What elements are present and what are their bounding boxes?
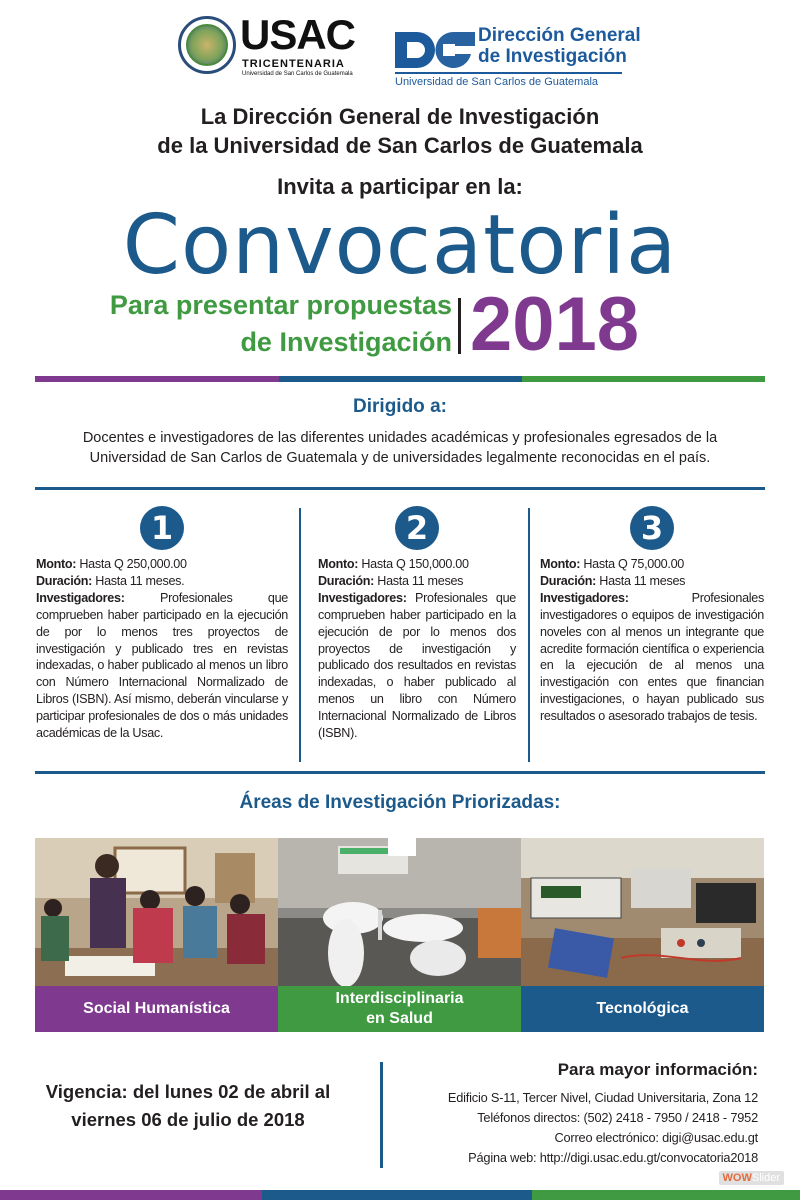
monto-label: Monto: — [540, 557, 581, 571]
usac-tricentenaria: TRICENTENARIA — [242, 58, 345, 70]
header-logos — [0, 11, 800, 88]
dg-university-name: Universidad de San Carlos de Guatemala — [395, 76, 599, 88]
monto-value: Hasta Q 150,000.00 — [358, 557, 469, 571]
area-salud — [278, 986, 521, 1032]
title-divider — [458, 298, 461, 354]
bottom-bar-green — [532, 1190, 800, 1200]
usac-seal-icon — [178, 16, 236, 74]
info-address: Edificio S-11, Tercer Nivel, Ciudad Universitaria, Zona 12 — [447, 1090, 758, 1105]
area-label: Social Humanística — [83, 1000, 230, 1017]
bottom-bar-purple — [0, 1190, 262, 1200]
dg-divider — [395, 72, 622, 74]
convocatoria-title: Convocatoria — [122, 198, 678, 293]
photo-social — [35, 838, 278, 986]
monto-value: Hasta Q 250,000.00 — [76, 557, 187, 571]
section-divider-bottom — [35, 771, 765, 774]
area-label: Tecnológica — [596, 1000, 689, 1017]
investigadores-text: Profesionales investigadores o equipos de investigación noveles con al menos un integrante que acredite formación científica o experiencia en la ejecución de al menos una investigación con entes que financian investigaciones, o hayan publicado sus resultados o asesorado trabajos de tesis. — [540, 590, 764, 724]
usac-university-name: Universidad de San Carlos de Guatemala — [242, 71, 353, 77]
vigencia-text — [30, 1078, 346, 1134]
photo-health — [278, 838, 521, 986]
dirigido-heading: Dirigido a: — [353, 396, 447, 417]
monto-label: Monto: — [318, 557, 359, 571]
category-column-2 — [318, 506, 516, 742]
dirigido-text: Docentes e investigadores de las diferentes unidades académicas y profesionales egresados de la Universidad de San Carlos de Guatemala y de universidades legalmente reconocidas en el país. — [82, 430, 718, 466]
duracion-label: Duración: — [318, 573, 375, 588]
dg-title-line2: de Investigación — [478, 46, 627, 67]
intro-invite: Invita a participar en la: — [277, 174, 523, 199]
wowslider-watermark — [719, 1171, 784, 1185]
investigadores-label: Investigadores: — [318, 590, 407, 605]
vigencia-line2: viernes 06 de julio de 2018 — [71, 1109, 305, 1130]
area-social-humanistica — [35, 986, 278, 1032]
tricolor-bar-green — [522, 376, 765, 382]
area-label-line2: en Salud — [366, 1010, 433, 1027]
area-label-line1: Interdisciplinaria — [335, 990, 464, 1007]
watermark-part1: WOW — [722, 1172, 752, 1184]
intro-line-1: La Dirección General de Investigación — [200, 104, 600, 129]
duracion-value: Hasta 11 meses. — [92, 573, 185, 588]
section-divider-top — [35, 487, 765, 490]
photo-technology — [521, 838, 764, 986]
area-tecnologica — [521, 986, 764, 1032]
info-title: Para mayor información: — [557, 1060, 758, 1079]
category-number-1: 1 — [140, 506, 184, 550]
usac-logo-text: USAC — [240, 11, 356, 58]
proposals-subtitle-line2: de Investigación — [240, 327, 452, 357]
year-label: 2018 — [470, 282, 640, 367]
column-divider-2 — [528, 508, 530, 762]
bottom-bar-blue — [262, 1190, 532, 1200]
monto-label: Monto: — [36, 557, 77, 571]
info-phones: Teléfonos directos: (502) 2418 - 7950 / 2418 - 7952 — [477, 1110, 758, 1125]
vigencia-line1: Vigencia: del lunes 02 de abril al — [45, 1081, 331, 1102]
areas-heading: Áreas de Investigación Priorizadas: — [239, 792, 561, 813]
dg-title-line1: Dirección General — [478, 25, 641, 46]
info-email[interactable]: Correo electrónico: digi@usac.edu.gt — [554, 1130, 758, 1145]
category-column-1 — [36, 506, 288, 742]
investigadores-label: Investigadores: — [540, 590, 629, 605]
column-divider-1 — [299, 508, 301, 762]
investigadores-label: Investigadores: — [36, 590, 125, 605]
duracion-label: Duración: — [540, 573, 597, 588]
footer-divider — [380, 1062, 383, 1168]
investigadores-text: Profesionales que comprueben haber participado en la ejecución de por lo menos dos proyectos de investigación y publicado dos resultados en revistas indexadas, o haber publicado al menos un libro con Número Internacional Normalizado de Libros (ISBN). — [318, 590, 516, 741]
duracion-value: Hasta 11 meses — [596, 573, 686, 588]
tricolor-bar-blue — [279, 376, 522, 382]
category-column-3 — [540, 506, 764, 725]
watermark-part2: Slider — [751, 1172, 780, 1184]
info-web[interactable]: Página web: http://digi.usac.edu.gt/convocatoria2018 — [468, 1150, 758, 1165]
duracion-label: Duración: — [36, 573, 93, 588]
category-number-2: 2 — [395, 506, 439, 550]
monto-value: Hasta Q 75,000.00 — [580, 557, 684, 571]
proposals-subtitle-line1: Para presentar propuestas — [109, 290, 452, 320]
duracion-value: Hasta 11 meses — [374, 573, 464, 588]
tricolor-bar-purple — [35, 376, 279, 382]
investigadores-text: Profesionales que comprueben haber participado en la ejecución de por lo menos tres proyectos de investigación y publicado tres en revistas indexadas, o haber publicado al menos un libro con Número Internacional Normalizado de Libros (ISBN). Así mismo, deberán vincularse y participar profesionales de dos o más unidades académicas de la Usac. — [36, 590, 288, 741]
category-number-3: 3 — [630, 506, 674, 550]
dg-logo-icon — [395, 32, 475, 68]
intro-line-2: de la Universidad de San Carlos de Guatemala — [157, 133, 643, 158]
